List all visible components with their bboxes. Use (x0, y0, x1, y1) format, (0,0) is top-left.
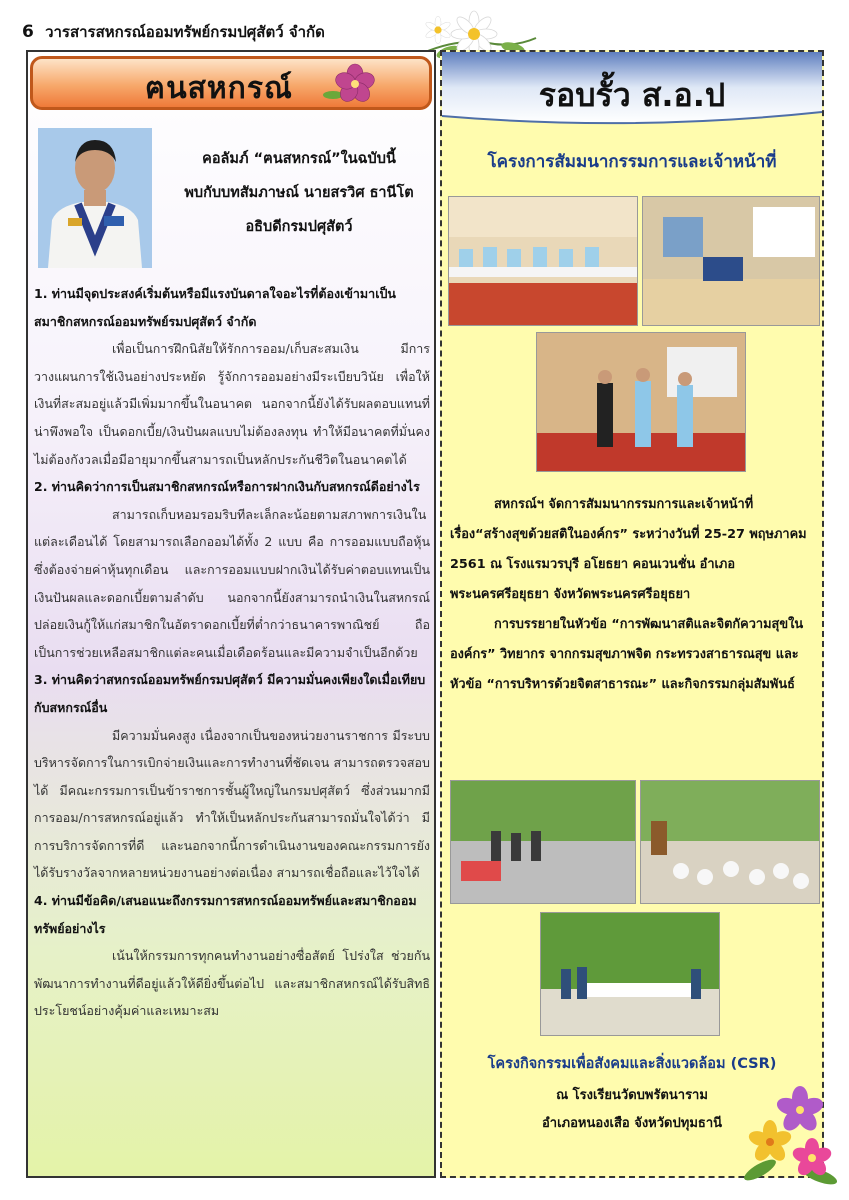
journal-title: วารสารสหกรณ์ออมทรัพย์กรมปศุสัตว์ จำกัด (45, 23, 325, 41)
question-3: 3. ท่านคิดว่าสหกรณ์ออมทรัพย์กรมปศุสัตว์ มีความมั่นคงเพียงใดเมื่อเทียบกับสหกรณ์อื่น (34, 672, 426, 715)
column-title: ฅนสหกรณ์ (145, 71, 293, 106)
seminar-photo-1 (448, 196, 638, 326)
seminar-description (450, 490, 818, 700)
question-1: 1. ท่านมีจุดประสงค์เริ่มต้นหรือมีแรงบันดาลใจอะไรที่ต้องเข้ามาเป็นสมาชิกสหกรณ์ออมทรัพย์รมปศุสัตว์ จำกัด (34, 286, 396, 329)
colorful-flowers-cluster-icon (740, 1080, 840, 1190)
column-intro (164, 142, 434, 244)
intro-line: อธิบดีกรมปศุสัตว์ (245, 219, 353, 235)
portrait-photo (38, 128, 152, 268)
question-4: 4. ท่านมีข้อคิด/เสนอแนะถึงกรรมการสหกรณ์ออมทรัพย์และสมาชิกออมทรัพย์อย่างไร (34, 893, 417, 936)
column-title: รอบรั้ว ส.อ.ป (538, 76, 726, 114)
csr-photo-3 (540, 912, 720, 1036)
csr-photo-2 (640, 780, 820, 904)
seminar-photo-3 (536, 332, 746, 472)
left-column (26, 50, 436, 1178)
csr-photo-1 (450, 780, 636, 904)
answer-4: เน้นให้กรรมการทุกคนทำงานอย่างซื่อสัตย์ โปร่งใส ช่วยกันพัฒนาการทำงานที่ดีอยู่แล้วให้ดียิ่งขึ้นต่อไป และสมาชิกสหกรณ์ได้รับสิทธิประโยชน์อย่างคุ้มค่าและเหมาะสม (34, 948, 430, 1019)
question-2: 2. ท่านคิดว่าการเป็นสมาชิกสหกรณ์หรือการฝากเงินกับสหกรณ์ดีอย่างไร (34, 479, 420, 495)
paragraph: การบรรยายในหัวข้อ “การพัฒนาสติและจิตกัความสุขในองค์กร” วิทยากร จากกรมสุขภาพจิต กระทรวงสาธารณสุข และหัวข้อ “การบริหารด้วยจิตสาธารณะ” และกิจกรรมกลุ่มสัมพันธ์ (450, 617, 804, 692)
interview-qa (34, 280, 430, 1025)
csr-title: โครงกิจกรรมเพื่อสังคมและสิ่งแวดล้อม (CSR) (487, 1056, 777, 1072)
column-title-banner (30, 56, 432, 110)
right-column (440, 50, 824, 1178)
seminar-photo-2 (642, 196, 820, 326)
csr-location-line: อำเภอหนองเสือ จังหวัดปทุมธานี (541, 1116, 723, 1131)
answer-1: เพื่อเป็นการฝึกนิสัยให้รักการออม/เก็บสะสมเงิน มีการวางแผนการใช้เงินอย่างประหยัด รู้จักการออมอย่างมีระเบียบวินัย เพื่อให้เงินที่สะสมอยู่แล้วมีเพิ่มมากขึ้นในอนาคต นอกจากนี้ยังได้รับผลตอบแทนที่น่าพึงพอใจ เป็นดอกเบี้ย/เงินปันผลแบบไม่ต้องลงทุน ทำให้มีอนาคตที่มั่นคง ไม่ต้องกังวลเมื่อมีอายุมากขึ้นสามารถเป็นหลักประกันชีวิตในอนาคตได้ (34, 341, 430, 467)
csr-location-line: ณ โรงเรียนวัดบพรัตนาราม (556, 1088, 708, 1103)
column-title-banner (442, 52, 822, 132)
intro-line: พบกับบทสัมภาษณ์ นายสรวิศ ธานีโต (184, 185, 414, 201)
intro-line: คอลัมภ์ “ฅนสหกรณ์”ในฉบับนี้ (202, 151, 396, 167)
answer-2: สามารถเก็บหอมรอมริบทีละเล็กละน้อยตามสภาพการเงินในแต่ละเดือนได้ โดยสามารถเลือกออมได้ทั้ง 2 แบบ คือ การออมแบบถือหุ้น ซึ่งต้องจ่ายค่าหุ้นทุกเดือน และการออมแบบฝากเงินได้รับค่าตอบแทนเป็นเงินปันผลและดอกเบี้ยตามลำดับ นอกจากนี้ยังสามารถนำเงินในสหกรณ์ปล่อยเงินกู้ให้แก่สมาชิกในอัตราดอกเบี้ยที่ต่ำกว่าธนาคารพาณิชย์ ถือเป็นการช่วยเหลือสมาชิกแต่ละคนเมื่อเดือดร้อนและมีความจำเป็นอีกด้วย (34, 506, 430, 660)
section-title: โครงการสัมมนากรรมการและเจ้าหน้าที่ (487, 152, 777, 172)
page-number: 6 (22, 22, 34, 42)
answer-3: มีความมั่นคงสูง เนื่องจากเป็นของหน่วยงานราชการ มีระบบบริหารจัดการในการเบิกจ่ายเงินและการทำงานที่ชัดเจน สามารถตรวจสอบได้ มีคณะกรรมการเป็นข้าราชการชั้นผู้ใหญ่ในกรมปศุสัตว์ ซึ่งส่วนมากมีการออม/การสหกรณ์อยู่แล้ว ทำให้เป็นหลักประกันสามารถมั่นใจได้ว่า มีการบริการจัดการที่ดี และนอกจากนี้การดำเนินงานของคณะกรรมการยังได้รับรางวัลจากหลายหน่วยงานอย่างต่อเนื่อง สามารถเชื่อถือและไว้ใจได้ (34, 727, 430, 881)
page-header (22, 20, 325, 44)
pink-hibiscus-flower-icon (323, 63, 385, 105)
paragraph: สหกรณ์ฯ จัดการสัมมนากรรมการและเจ้าหน้าที่ เรื่อง“สร้างสุขด้วยสติในองค์กร” ระหว่างวันที่ 25-27 พฤษภาคม 2561 ณ โรงแรมวรบุรี อโยธยา คอนเวนชั่น อำเภอพระนครศรีอยุธยา จังหวัดพระนครศรีอยุธยา (450, 497, 807, 602)
